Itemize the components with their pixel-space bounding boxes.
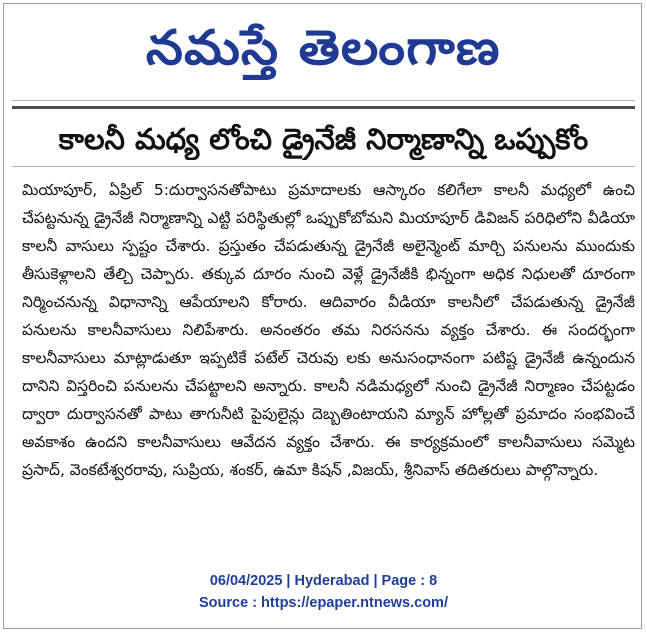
- article-paragraph: మియాపూర్, ఏప్రిల్ 5:దుర్వాసనతోపాటు ప్రమాదాలకు ఆస్కారం కలిగేలా కాలనీ మధ్యలో ఉంచి చేపట్టనున్న డ్రైనేజీ నిర్మాణాన్ని ఎట్టి పరిస్థితుల్లో ఒప్పుకోబోమని మియాపూర్ డివిజన్ పరిధిలోని వీడియా కాలనీ వాసులు స్పష్టం చేశారు. ప్రస్తుతం చేపడుతున్న డ్రైనేజీ అలైన్మెంట్ మార్చి పనులను ముందుకు తీసుకెళ్లాలని తేల్చి చెప్పారు. తక్కువ దూరం నుంచి వెళ్లే డ్రైనేజీకి భిన్నంగా అధిక నిధులతో దూరంగా నిర్మించనున్న విధానాన్ని ఆపేయాలని కోరారు. ఆదివారం వీడియా కాలనీలో చేపడుతున్న డ్రైనేజీ పనులను కాలనీవాసులు నిలిపేశారు. అనంతరం తమ నిరసనను వ్యక్తం చేశారు. ఈ సందర్భంగా కాలనీవాసులు మాట్లాడుతూ ఇప్పటికే పటేల్ చెరువు లకు అనుసంధానంగా పటిష్ట డ్రైనేజీ ఉన్నందున దానిని విస్తరించి పనులను చేపట్టాలని అన్నారు. కాలనీ నడిమధ్యలో నుంచి డ్రైనేజీ నిర్మాణం చేపట్టడం ద్వారా దుర్వాసనతో పాటు తాగునీటి పైపులైన్లు దెబ్బతింటాయని మ్యాన్ హోల్లతో ప్రమాదం సంభవించే అవకాశం ఉందని కాలనీవాసులు ఆవేదన వ్యక్తం చేశారు. ఈ కార్యక్రమంలో కాలనీవాసులు సమ్మెట ప్రసాద్, వెంకటేశ్వరరావు, సుప్రియ, శంకర్, ఉమా కిషన్ ,విజయ్, శ్రీనివాస్ తదితరులు పాల్గొన్నారు.: [22, 181, 635, 479]
- article-headline: కాలనీ మధ్య లోంచి డ్రైనేజీ నిర్మాణాన్ని ఒప్పుకోం: [58, 122, 589, 156]
- footer-meta: 06/04/2025 | Hyderabad | Page : 8: [209, 573, 438, 589]
- masthead-logo: నమస్తే తెలంగాణ: [146, 20, 501, 76]
- headline-divider: [12, 166, 635, 167]
- footer: [0, 570, 647, 614]
- masthead: [0, 8, 647, 88]
- footer-source: Source : https://epaper.ntnews.com/: [199, 595, 448, 611]
- masthead-divider-thick: [12, 106, 635, 109]
- masthead-divider: [12, 100, 635, 101]
- article-body: [22, 176, 635, 484]
